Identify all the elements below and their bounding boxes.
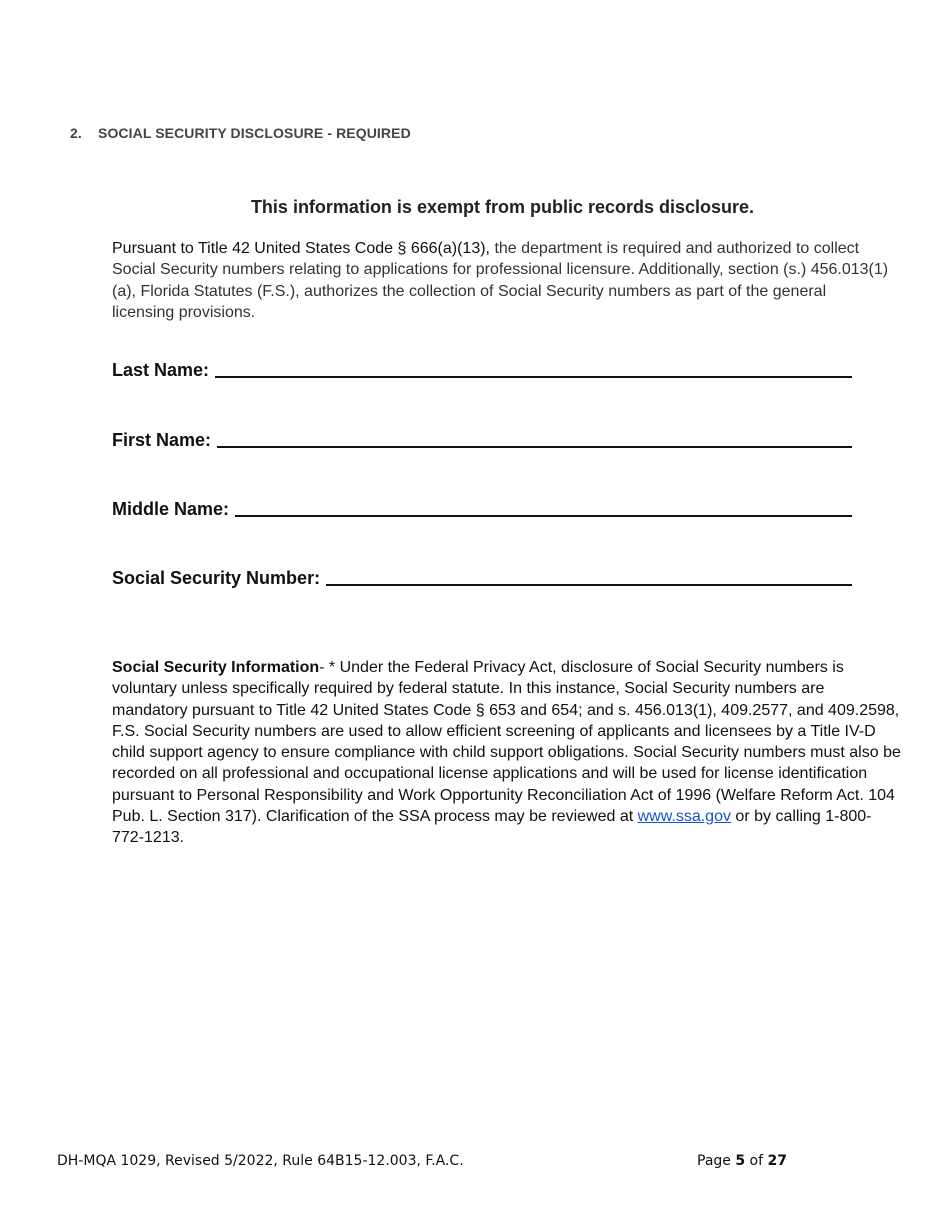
- section-heading: [70, 125, 411, 141]
- page-total: 27: [767, 1153, 787, 1169]
- intro-body: the department is required and authorized to collect Social Security numbers relating to applications for professional licensure. Additionally, section (s.) 456.013(1)(a), Florida Statutes (F.S.), authorizes the collection of Social Security numbers as part of the general licensing provisions.: [112, 240, 889, 321]
- section-number: 2.: [70, 125, 82, 141]
- ss-information-body: - * Under the Federal Privacy Act, disclosure of Social Security numbers is voluntary unless specifically required by federal statute. In this instance, Social Security numbers are mandatory pursuant to Title 42 United States Code § 653 and 654; and s. 456.013(1), 409.2577, and 409.2598, F.S. Social Security numbers are used to allow efficient screening of applicants and licensees by a Title IV-D child support agency to ensure compliance with child support obligations. Social Security numbers must also be recorded on all professional and occupational license applications and will be used for license identification pursuant to Personal Responsibility and Work Opportunity Reconciliation Act of 1996 (Welfare Reform Act. 104 Pub. L. Section 317). Clarification of the SSA process may be reviewed at: [112, 659, 901, 826]
- first-name-label: First Name:: [112, 430, 212, 450]
- ssn-field[interactable]: [112, 564, 852, 589]
- ssn-line[interactable]: [326, 564, 852, 586]
- page-word: Page: [697, 1153, 736, 1169]
- ss-information-lead: Social Security Information: [112, 659, 320, 676]
- page-number: [697, 1153, 787, 1169]
- page-current: 5: [735, 1153, 746, 1169]
- first-name-field[interactable]: [112, 426, 852, 451]
- ss-information-tail: or by calling 1-800-772-1213.: [112, 808, 872, 847]
- middle-name-label: Middle Name:: [112, 499, 230, 519]
- ssa-link[interactable]: www.ssa.gov: [637, 808, 731, 826]
- exempt-notice: This information is exempt from public records disclosure.: [250, 197, 755, 217]
- middle-name-line[interactable]: [235, 495, 852, 517]
- page-of: of: [745, 1153, 768, 1169]
- last-name-label: Last Name:: [112, 360, 210, 380]
- last-name-line[interactable]: [215, 356, 852, 378]
- ss-information-paragraph: [112, 657, 902, 849]
- section-title: SOCIAL SECURITY DISCLOSURE - REQUIRED: [98, 125, 411, 141]
- intro-citation: Pursuant to Title 42 United States Code § 666(a)(13),: [112, 240, 495, 257]
- last-name-field[interactable]: [112, 356, 852, 381]
- first-name-line[interactable]: [217, 426, 852, 448]
- form-id: DH-MQA 1029, Revised 5/2022, Rule 64B15-12.003, F.A.C.: [57, 1153, 464, 1169]
- ssn-label: Social Security Number:: [112, 568, 321, 588]
- intro-paragraph: [112, 238, 892, 323]
- middle-name-field[interactable]: [112, 495, 852, 520]
